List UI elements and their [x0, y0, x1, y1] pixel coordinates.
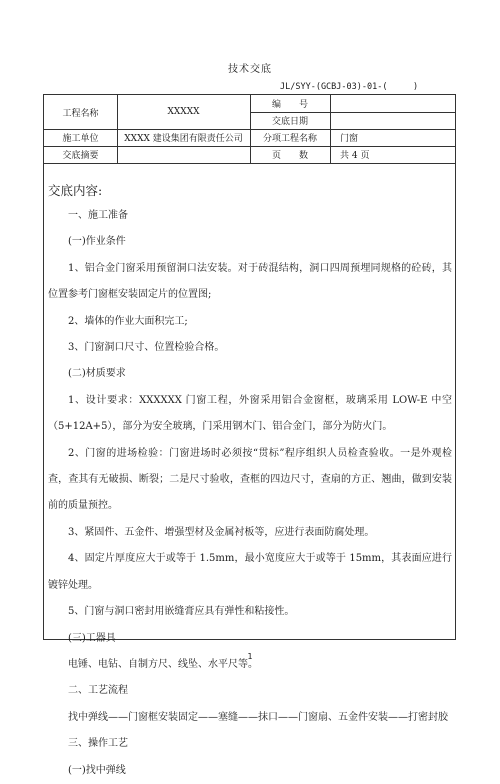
summary-label: 交底摘要 [62, 151, 99, 161]
content-line: (二)材质要求 [68, 368, 126, 380]
number-value [330, 95, 455, 112]
content-line: 3、门窗洞口尺寸、位置检验合格。 [68, 342, 225, 354]
pages-value: 共 4 页 [340, 151, 370, 161]
date-value [330, 112, 455, 129]
page-number: 1 [247, 652, 253, 661]
content-line: (一)找中弹线 [68, 764, 126, 776]
content-line: 5、门窗与洞口密封用嵌缝膏应具有弹性和粘接性。 [68, 606, 295, 618]
sub-project-value: 门窗 [340, 134, 359, 144]
content-line: 2、门窗的进场检验：门窗进场时必须按“贯标”程序组织人员检查验收。一是外观检查，查其有无破损、断裂；二是尺寸验收，查框的四边尺寸，查扇的方正、翘曲，做到安装前的质量预控。 [48, 447, 452, 512]
disclosure-content [48, 181, 452, 784]
content-line: (一)作业条件 [68, 236, 126, 248]
project-name-label: 工程名称 [62, 108, 99, 119]
content-line: 1、设计要求：XXXXXX 门窗工程，外窗采用铝合金窗框，玻璃采用 LOW-E 中空（5+12A+5），部分为安全玻璃，门采用钢木门、铝合金门，部分为防火门。 [48, 394, 452, 433]
content-line: 2、墙体的作业大面积完工; [68, 315, 188, 327]
content-line: 3、紧固件、五金件、增强型材及金属衬板等，应进行表面防腐处理。 [68, 526, 375, 538]
content-line: 找中弹线——门窗框安装固定——塞缝——抹口——门窗扇、五金件安装——打密封胶 [68, 711, 448, 723]
content-heading: 交底内容: [48, 183, 103, 198]
summary-value [117, 146, 250, 163]
pages-label: 页 数 [271, 151, 308, 161]
content-line: 一、施工准备 [68, 210, 128, 221]
row-divider [44, 163, 455, 164]
document-title: 技术交底 [228, 64, 272, 75]
content-line: 二、工艺流程 [68, 685, 128, 697]
number-label: 编 号 [271, 100, 308, 110]
date-label: 交底日期 [271, 117, 308, 127]
contractor-value: XXXX 建设集团有限责任公司 [124, 134, 243, 144]
content-line: 4、固定片厚度应大于或等于 1.5mm，最小宽度应大于或等于 15mm，其表面应进行镀锌处理。 [48, 553, 452, 591]
content-line: 三、操作工艺 [68, 738, 128, 750]
content-line: 电锤、电钻、自制方尺、线坠、水平尺等。 [68, 658, 258, 670]
document-code: JL/SYY-(GCBJ-03)-01-( ) [280, 82, 419, 92]
contractor-label: 施工单位 [62, 134, 99, 144]
content-line: 1、铝合金门窗采用预留洞口法安装。对于砖混结构，洞口四周预埋同规格的砼砖，其位置参考门窗框安装固定片的位置图; [48, 262, 452, 301]
sub-project-label: 分项工程名称 [262, 134, 317, 144]
project-name-value: XXXXX [167, 107, 200, 117]
content-line: (三)工器具 [68, 632, 116, 644]
disclosure-form [43, 94, 456, 776]
